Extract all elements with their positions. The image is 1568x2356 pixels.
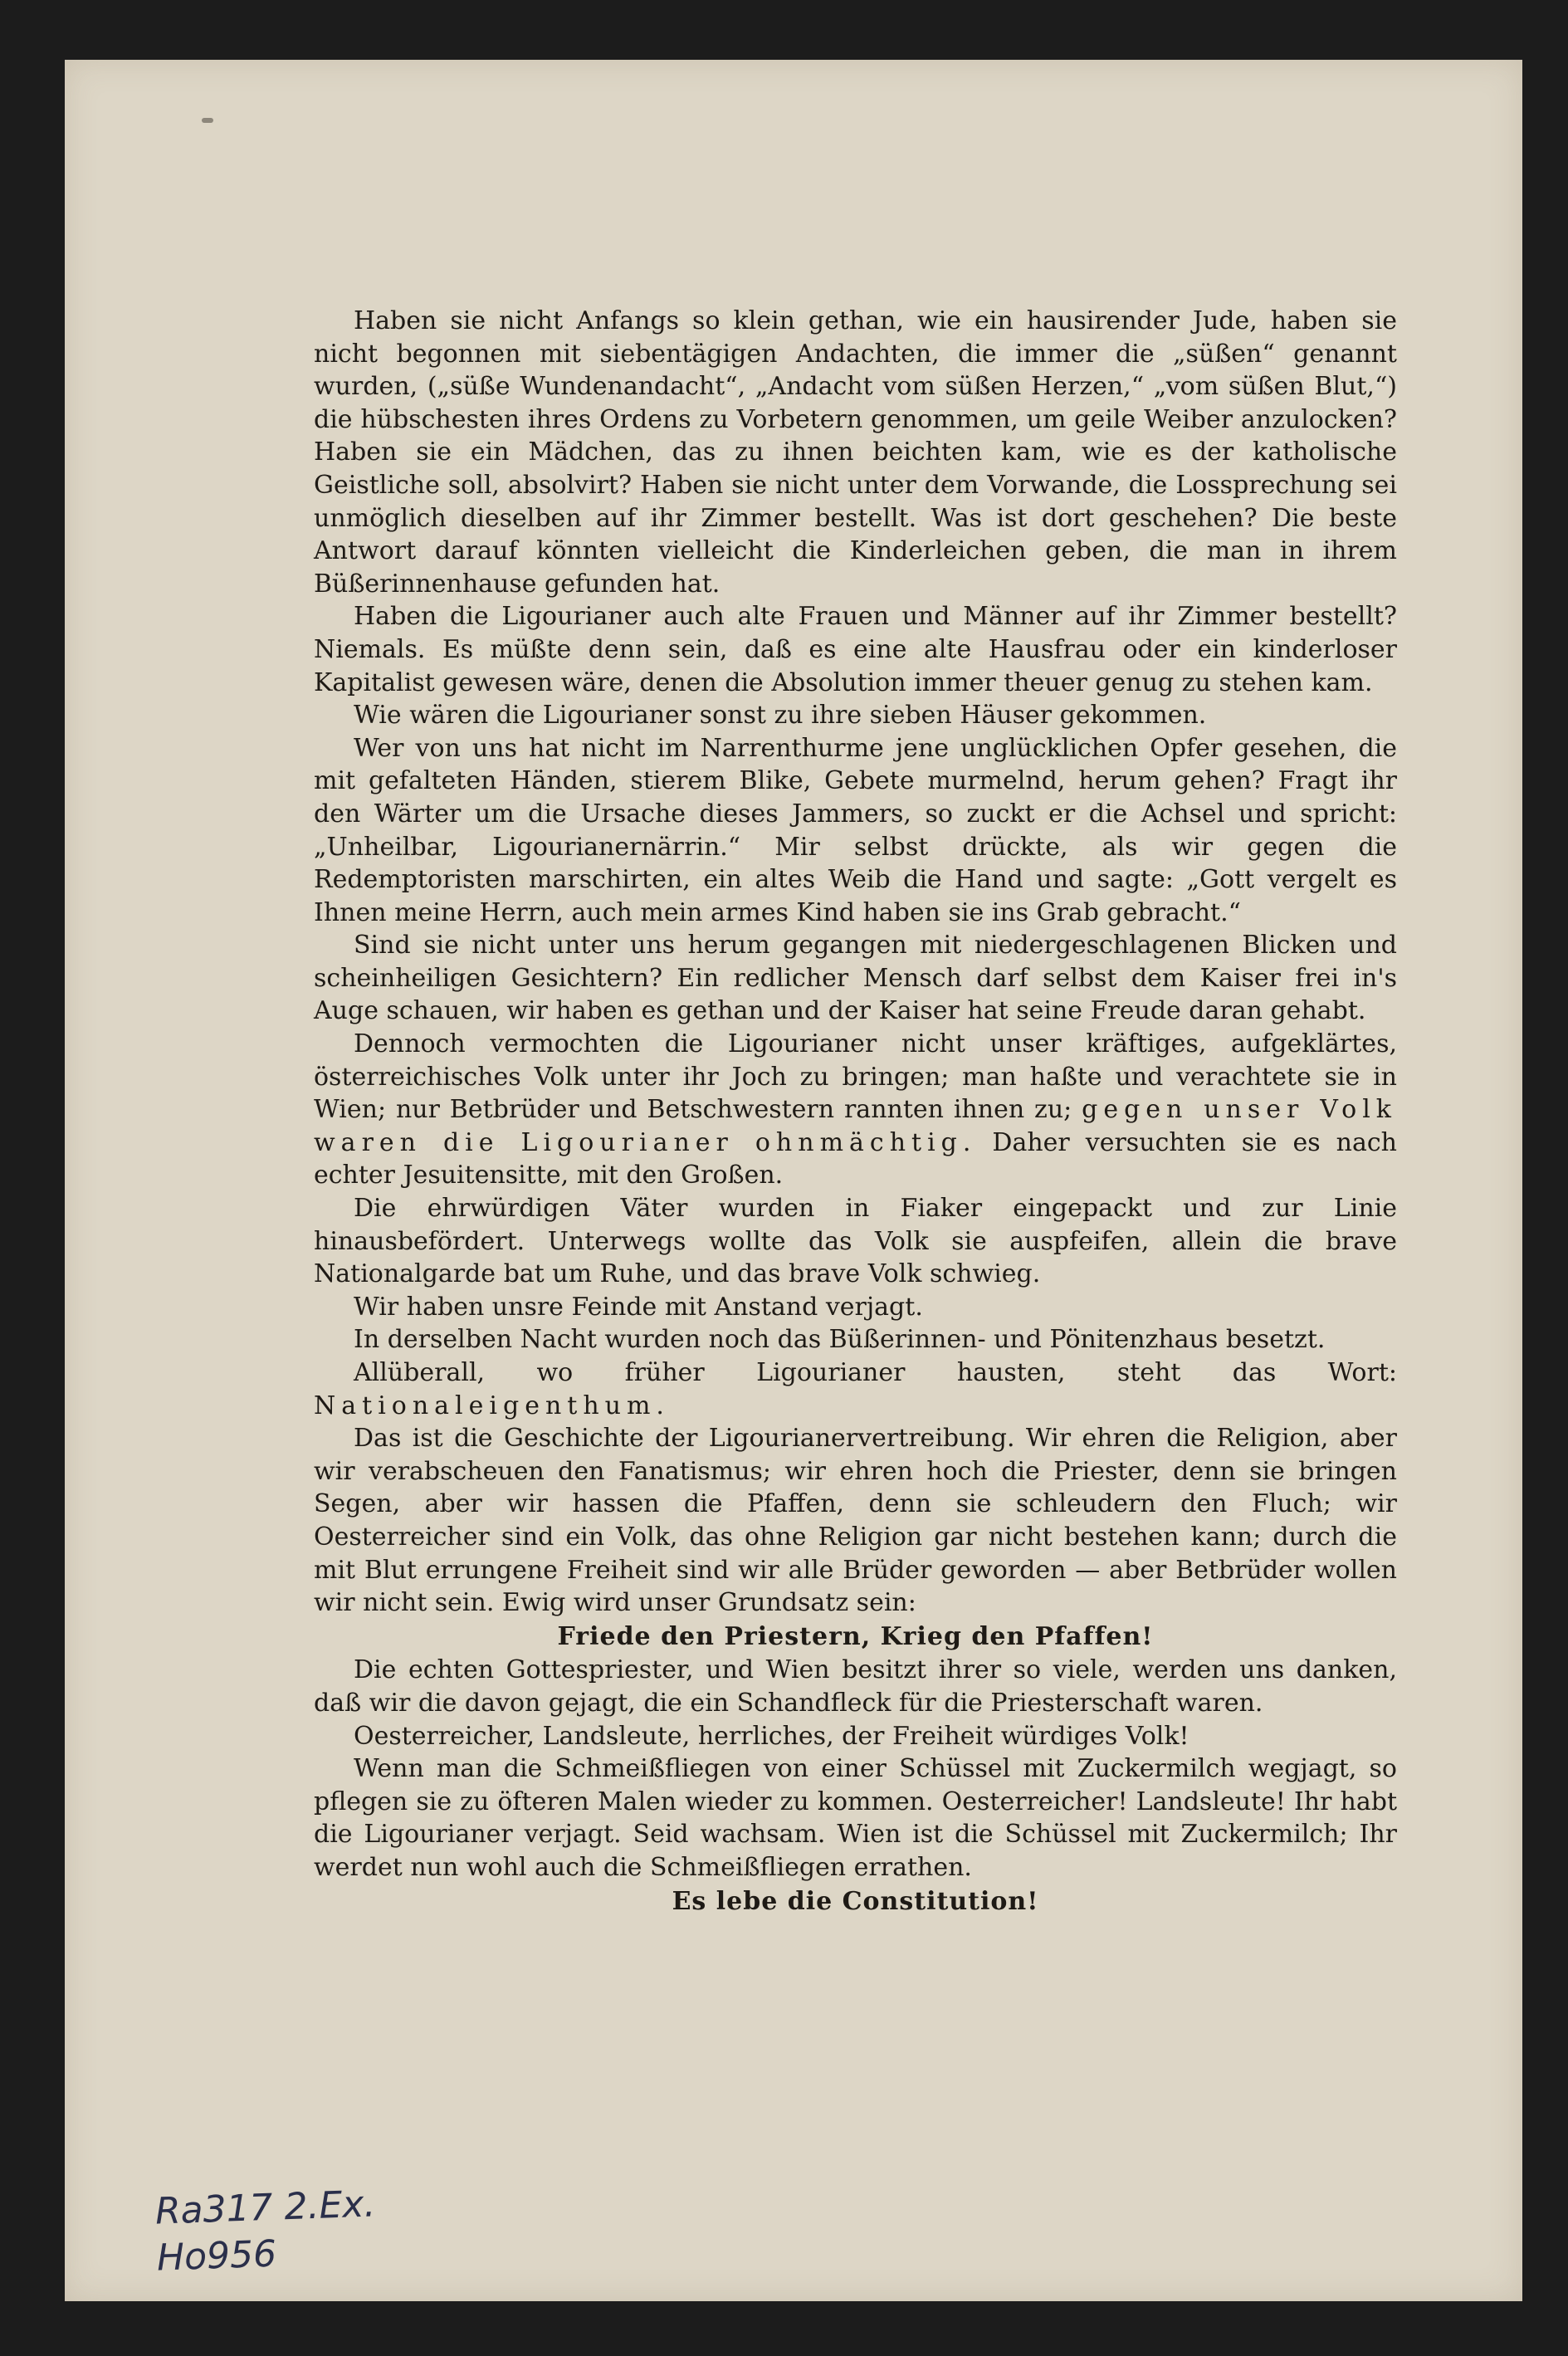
shelfmark-line: Ra317 2.Ex.: [154, 2182, 377, 2233]
paragraph: Die echten Gottespriester, und Wien besitzt ihrer so viele, werden uns danken, daß wir die davon gejagt, die ein Schandfleck für die Priesterschaft waren.: [314, 1655, 1397, 1718]
paragraph: Die ehrwürdigen Väter wurden in Fiaker eingepackt und zur Linie hinausbefördert. Unterwegs wollte das Volk sie auspfeifen, allein die brave Nationalgarde bat um Ruhe, und das brave Volk schwieg.: [314, 1194, 1397, 1289]
slogan-heading: Friede den Priestern, Krieg den Pfaffen!: [557, 1621, 1154, 1651]
paragraph: Wer von uns hat nicht im Narrenthurme jene unglücklichen Opfer gesehen, die mit gefalteten Händen, stierem Blike, Gebete murmelnd, herum gehen? Fragt ihr den Wärter um die Ursache dieses Jammers, so zuckt er die Achsel und spricht: „Unheilbar, Ligourianernärrin.“ Mir selbst drückte, als wir gegen die Redemptoristen marschirten, ein altes Weib die Hand und sagte: „Gott vergelt es Ihnen meine Herrn, auch mein armes Kind haben sie ins Grab gebracht.“: [314, 733, 1397, 927]
paragraph: Das ist die Geschichte der Ligourianervertreibung. Wir ehren die Religion, aber wir verabscheuen den Fanatismus; wir ehren hoch die Priester, denn sie bringen Segen, aber wir hassen die Pfaffen, denn sie schleudern den Fluch; wir Oesterreicher sind ein Volk, das ohne Religion gar nicht bestehen kann; durch die mit Blut errungene Freiheit sind wir alle Brüder geworden — aber Betbrüder wollen wir nicht sein. Ewig wird unser Grundsatz sein:: [314, 1424, 1397, 1618]
paragraph: Wir haben unsre Feinde mit Anstand verjagt.: [354, 1292, 923, 1322]
paragraph: Oesterreicher, Landsleute, herrliches, der Freiheit würdiges Volk!: [354, 1721, 1189, 1751]
paragraph: Haben sie nicht Anfangs so klein gethan, wie ein hausirender Jude, haben sie nicht begonnen mit siebentägigen Andachten, die immer die „süßen“ genannt wurden, („süße Wundenandacht“, „Andacht vom süßen Herzen,“ „vom süßen Blut,“) die hübschesten ihres Ordens zu Vorbetern genommen, um geile Weiber anzulocken? Haben sie ein Mädchen, das zu ihnen beichten kam, wie es der katholische Geistliche soll, absolvirt? Haben sie nicht unter dem Vorwande, die Lossprechung sei unmöglich dieselben auf ihr Zimmer bestellt. Was ist dort geschehen? Die beste Antwort darauf könnten vielleicht die Kinderleichen geben, die man in ihrem Büßerinnenhause gefunden hat.: [314, 306, 1397, 599]
closing-slogan: Es lebe die Constitution!: [672, 1886, 1039, 1916]
emphasis-spaced-text: Nationaleigenthum.: [314, 1391, 670, 1420]
shelfmark-line: Ho956: [156, 2232, 277, 2280]
paragraph-text: Allüberall, wo früher Ligourianer hausten, steht das Wort:: [354, 1358, 1397, 1387]
paragraph: Haben die Ligourianer auch alte Frauen und Männer auf ihr Zimmer bestellt? Niemals. Es müßte denn sein, daß es eine alte Hausfrau oder ein kinderloser Kapitalist gewesen wäre, denen die Absolution immer theuer genug zu stehen kam.: [314, 602, 1397, 697]
paragraph: [314, 1356, 1397, 1422]
paragraph: Sind sie nicht unter uns herum gegangen mit niedergeschlagenen Blicken und scheinheiligen Gesichtern? Ein redlicher Mensch darf selbst dem Kaiser frei in's Auge schauen, wir haben es gethan und der Kaiser hat seine Freude daran gehabt.: [314, 931, 1397, 1026]
paragraph: Wenn man die Schmeißfliegen von einer Schüssel mit Zuckermilch wegjagt, so pflegen sie zu öfteren Malen wieder zu kommen. Oesterreicher! Landsleute! Ihr habt die Ligourianer verjagt. Seid wachsam. Wien ist die Schüssel mit Zuckermilch; Ihr werdet nun wohl auch die Schmeißfliegen errathen.: [314, 1754, 1397, 1882]
paragraph: [314, 1028, 1397, 1192]
paragraph: In derselben Nacht wurden noch das Büßerinnen- und Pönitenzhaus besetzt.: [354, 1325, 1326, 1355]
paper-edge-mark: [202, 118, 213, 123]
document-page: [65, 60, 1522, 2301]
emphasis-spaced-text: gegen unser Volk waren die Ligourianer ohnmächtig.: [314, 1095, 1397, 1157]
document-body: [314, 305, 1397, 1919]
paragraph-text: Daher versuchten sie es nach echter Jesuitensitte, mit den Großen.: [314, 1127, 1397, 1190]
paragraph-text: Dennoch vermochten die Ligourianer nicht unser kräftiges, aufgeklärtes, österreichisches Volk unter ihr Joch zu bringen; man haßte und verachtete sie in Wien; nur Betbrüder und Betschwestern rannten ihnen zu;: [314, 1029, 1397, 1125]
handwritten-shelfmark: [154, 2181, 378, 2281]
paragraph: Wie wären die Ligourianer sonst zu ihre sieben Häuser gekommen.: [354, 701, 1207, 731]
